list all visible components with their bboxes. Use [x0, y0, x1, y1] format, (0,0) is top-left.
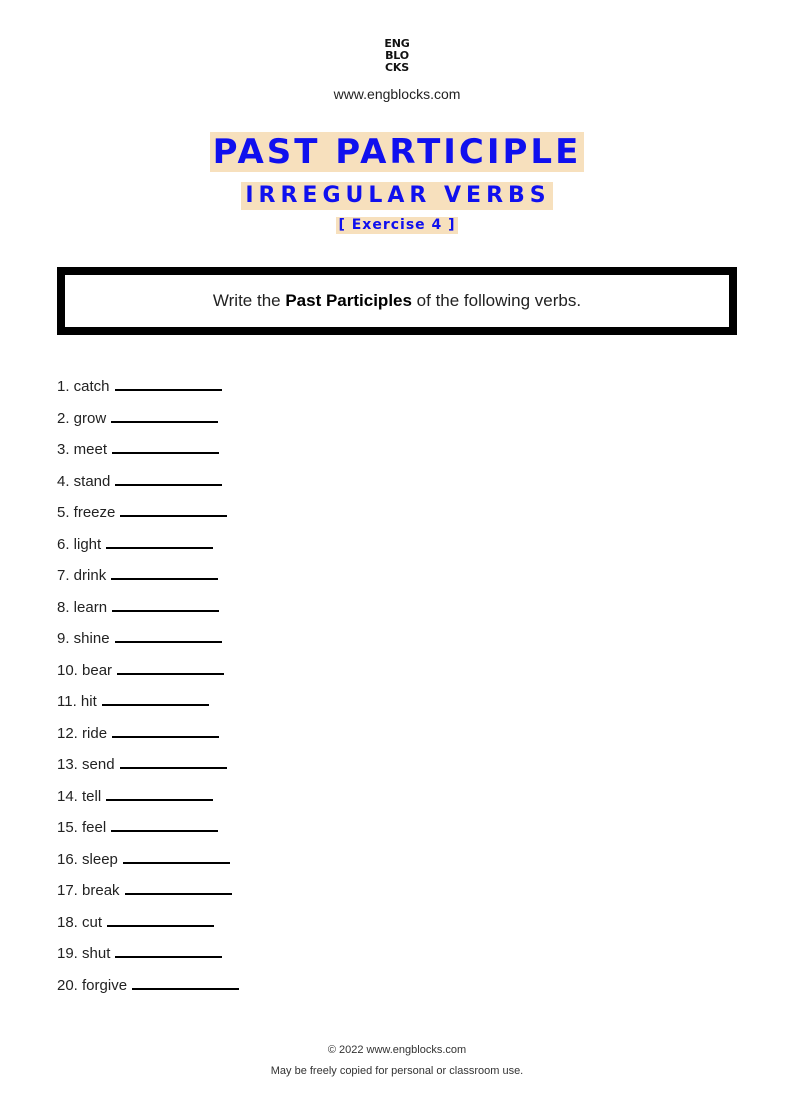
instruction-text: Write the Past Participles of the following verbs.: [212, 291, 582, 310]
list-item: [57, 939, 239, 971]
list-item: [57, 530, 239, 562]
answer-blank[interactable]: [106, 782, 213, 801]
verb-list: [57, 372, 239, 1002]
answer-blank[interactable]: [107, 908, 214, 927]
list-item: [57, 467, 239, 499]
answer-blank[interactable]: [111, 813, 218, 832]
list-item: [57, 719, 239, 751]
answer-blank[interactable]: [125, 876, 232, 895]
verb-label: 7. drink: [57, 567, 107, 584]
answer-blank[interactable]: [117, 656, 224, 675]
list-item: [57, 656, 239, 688]
verb-label: 20. forgive: [57, 976, 128, 994]
list-item: [57, 813, 239, 845]
verb-label: 2. grow: [57, 409, 107, 427]
exercise-label: [ Exercise 4 ]: [338, 217, 456, 233]
answer-blank[interactable]: [115, 939, 222, 958]
footer-note: May be freely copied for personal or classroom use.: [270, 1065, 524, 1077]
page-title: PAST PARTICIPLE: [210, 132, 585, 172]
list-item: [57, 750, 239, 782]
answer-blank[interactable]: [115, 372, 222, 391]
list-item: [57, 782, 239, 814]
answer-blank[interactable]: [111, 561, 218, 580]
list-item: [57, 908, 239, 940]
verb-label: 15. feel: [57, 819, 107, 836]
answer-blank[interactable]: [102, 687, 209, 706]
list-item: [57, 624, 239, 656]
answer-blank[interactable]: [123, 845, 230, 864]
verb-label: 18. cut: [57, 913, 103, 931]
verb-label: 3. meet: [57, 441, 108, 458]
verb-label: 9. shine: [57, 630, 110, 647]
instruction-box: [57, 267, 737, 335]
verb-label: 19. shut: [57, 945, 111, 962]
verb-label: 12. ride: [57, 724, 108, 742]
footer-copyright: © 2022 www.engblocks.com: [327, 1044, 467, 1056]
answer-blank[interactable]: [106, 530, 213, 549]
list-item: [57, 561, 239, 593]
answer-blank[interactable]: [132, 971, 239, 990]
list-item: [57, 498, 239, 530]
engblocks-logo: [0, 38, 794, 74]
list-item: [57, 876, 239, 908]
answer-blank[interactable]: [112, 593, 219, 612]
list-item: [57, 404, 239, 436]
instruction-bold: Past Participles: [285, 291, 412, 310]
verb-label: 13. send: [57, 756, 115, 773]
answer-blank[interactable]: [120, 498, 227, 517]
answer-blank[interactable]: [111, 404, 218, 423]
verb-label: 6. light: [57, 535, 102, 553]
verb-label: 17. break: [57, 882, 120, 899]
list-item: [57, 372, 239, 404]
logo-line: BLO: [385, 49, 409, 62]
answer-blank[interactable]: [120, 750, 227, 769]
list-item: [57, 435, 239, 467]
answer-blank[interactable]: [112, 719, 219, 738]
answer-blank[interactable]: [115, 467, 222, 486]
list-item: [57, 593, 239, 625]
verb-label: 14. tell: [57, 787, 102, 805]
answer-blank[interactable]: [115, 624, 222, 643]
site-url[interactable]: www.engblocks.com: [333, 86, 461, 102]
list-item: [57, 845, 239, 877]
verb-label: 4. stand: [57, 472, 111, 490]
verb-label: 5. freeze: [57, 504, 116, 521]
page-subtitle: IRREGULAR VERBS: [241, 182, 552, 210]
list-item: [57, 971, 239, 1003]
verb-label: 11. hit: [57, 693, 97, 710]
logo-line: CKS: [385, 61, 409, 74]
logo-line: ENG: [384, 37, 410, 50]
verb-label: 8. learn: [57, 598, 108, 616]
answer-blank[interactable]: [112, 435, 219, 454]
list-item: [57, 687, 239, 719]
verb-label: 10. bear: [57, 661, 113, 679]
verb-label: 1. catch: [57, 378, 110, 395]
verb-label: 16. sleep: [57, 850, 118, 868]
